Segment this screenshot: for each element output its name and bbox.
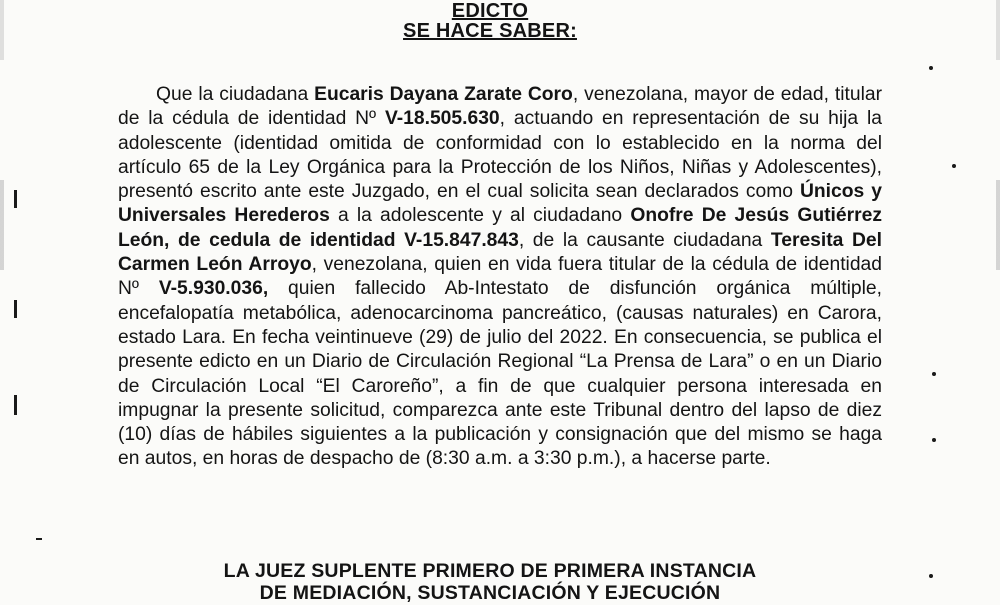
text-run: , venezolana, quien en vida fuera titular de la cédula de identidad Nº: [118, 254, 883, 300]
edict-body: [118, 83, 882, 472]
judge-title-line2: DE MEDIACIÓN, SUSTANCIACIÓN Y EJECUCIÓN: [259, 582, 721, 604]
edict-paragraph: [118, 83, 882, 472]
scan-speck: [929, 574, 933, 578]
scan-speck: [14, 190, 17, 208]
scan-speck: [932, 438, 936, 442]
text-run: , actuando en representación de su hija la adolescente (identidad omitida de conformidad con lo establecido en la norma del artículo 65 de la Ley Orgánica para la Protección de los Niños, Niñas y Adolescentes), presentó escrito ante este Juzgado, en el cual solicita sean declarados como: [118, 108, 882, 203]
edict-subtitle: SE HACE SABER:: [403, 20, 577, 42]
text-run: quien fallecido Ab-Intestato de disfunción orgánica múltiple, encefalopatía metabólica, adenocarcinoma pancreático, (causas naturales) en Carora, estado Lara. En fecha veintinueve (29) de julio del 2022. En consecuencia, se publica el presente edicto en un Diario de Circulación Regional “La Prensa de Lara” o en un Diario de Circulación Local “El Caroreño”, a fin de que cualquier persona interesada en impugnar la presente solicitud, comparezca ante este Tribunal dentro del lapso de diez (10) días de hábiles siguientes a la publicación y consignación que del mismo se haga en autos, en horas de despacho de (8:30 a.m. a 3:30 p.m.), a hacerse parte.: [118, 278, 882, 470]
scan-speck: [14, 300, 17, 318]
text-run: , de la causante ciudadana: [518, 229, 771, 251]
scan-edge-right: [996, 0, 1000, 600]
text-run: , venezolana, mayor de edad, titular de la cédula de identidad Nº: [118, 84, 882, 130]
judge-title-line1: LA JUEZ SUPLENTE PRIMERO DE PRIMERA INSTANCIA: [223, 560, 757, 582]
bold-text-run: Eucaris Dayana Zarate Coro: [314, 84, 573, 105]
bold-text-run: V-5.930.036,: [158, 278, 269, 300]
scan-speck: [14, 395, 17, 415]
scan-speck: [929, 66, 933, 70]
scan-speck: [36, 538, 42, 540]
bold-text-run: V-18.505.630: [384, 108, 500, 130]
text-run: Que la ciudadana: [156, 84, 315, 105]
edict-title: EDICTO: [451, 0, 529, 22]
scan-speck: [932, 372, 936, 376]
bold-text-run: Teresita Del Carmen León Arroyo: [118, 229, 882, 276]
scan-speck: [952, 164, 956, 168]
bold-text-run: Onofre De Jesús Gutiérrez León, de cedula de identidad V-15.847.843: [118, 205, 882, 251]
bold-text-run: Únicos y Universales Herederos: [118, 181, 882, 227]
text-run: a la adolescente y al ciudadano: [329, 205, 631, 227]
scan-edge-left: [0, 0, 4, 600]
